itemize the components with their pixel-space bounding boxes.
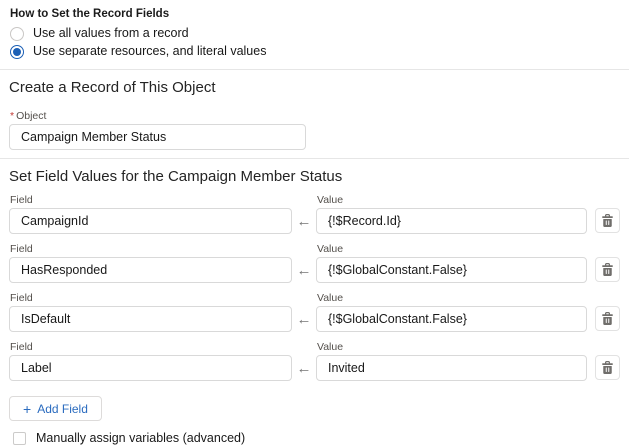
field-value-row: [9, 292, 620, 332]
value-input-isdefault[interactable]: [316, 306, 587, 332]
left-arrow-icon: ←: [296, 360, 312, 377]
value-label: Value: [316, 341, 344, 353]
field-input-campaignid[interactable]: [9, 208, 292, 234]
trash-icon: [601, 312, 614, 325]
trash-icon: [601, 263, 614, 276]
field-input-isdefault[interactable]: [9, 306, 292, 332]
add-field-button[interactable]: [9, 396, 102, 421]
radio-use-separate-resources-label[interactable]: Use separate resources, and literal values: [33, 44, 267, 58]
value-label: Value: [316, 243, 344, 255]
field-value-row: [9, 243, 620, 283]
add-field-button-label: Add Field: [37, 401, 88, 416]
value-input-campaignid[interactable]: [316, 208, 587, 234]
set-field-values-heading: Set Field Values for the Campaign Member Status: [9, 168, 343, 185]
field-value-row: [9, 341, 620, 381]
radio-option-use-separate-resources[interactable]: [10, 44, 620, 59]
field-input-hasresponded[interactable]: [9, 257, 292, 283]
delete-row-button[interactable]: [595, 306, 620, 331]
manually-assign-variables-checkbox[interactable]: [13, 432, 26, 445]
left-arrow-icon: ←: [296, 262, 312, 279]
radio-use-separate-resources[interactable]: [10, 45, 24, 59]
value-label: Value: [316, 194, 344, 206]
object-field-label: [10, 110, 620, 122]
field-label: Field: [10, 341, 33, 353]
value-input-hasresponded[interactable]: [316, 257, 587, 283]
radio-option-use-all-values[interactable]: [10, 26, 620, 41]
trash-icon: [601, 214, 614, 227]
plus-icon: +: [23, 400, 32, 417]
left-arrow-icon: ←: [296, 311, 312, 328]
left-arrow-icon: ←: [296, 213, 312, 230]
delete-row-button[interactable]: [595, 208, 620, 233]
field-label: Field: [10, 292, 33, 304]
object-input[interactable]: [9, 124, 306, 150]
radio-use-all-values[interactable]: [10, 27, 24, 41]
divider: [0, 69, 629, 70]
object-label-text: Object: [16, 110, 47, 122]
divider: [0, 158, 629, 159]
manually-assign-variables-label[interactable]: Manually assign variables (advanced): [36, 431, 246, 445]
field-value-rows: [9, 194, 620, 381]
delete-row-button[interactable]: [595, 355, 620, 380]
how-to-set-record-fields-label: How to Set the Record Fields: [10, 8, 170, 20]
field-label: Field: [10, 194, 33, 206]
required-asterisk: *: [10, 110, 15, 122]
field-input-label[interactable]: [9, 355, 292, 381]
field-label: Field: [10, 243, 33, 255]
create-record-heading: Create a Record of This Object: [9, 79, 216, 96]
delete-row-button[interactable]: [595, 257, 620, 282]
manually-assign-variables-row[interactable]: [13, 431, 620, 445]
value-input-label[interactable]: [316, 355, 587, 381]
value-label: Value: [316, 292, 344, 304]
field-value-row: [9, 194, 620, 234]
radio-use-all-values-label[interactable]: Use all values from a record: [33, 26, 189, 40]
trash-icon: [601, 361, 614, 374]
